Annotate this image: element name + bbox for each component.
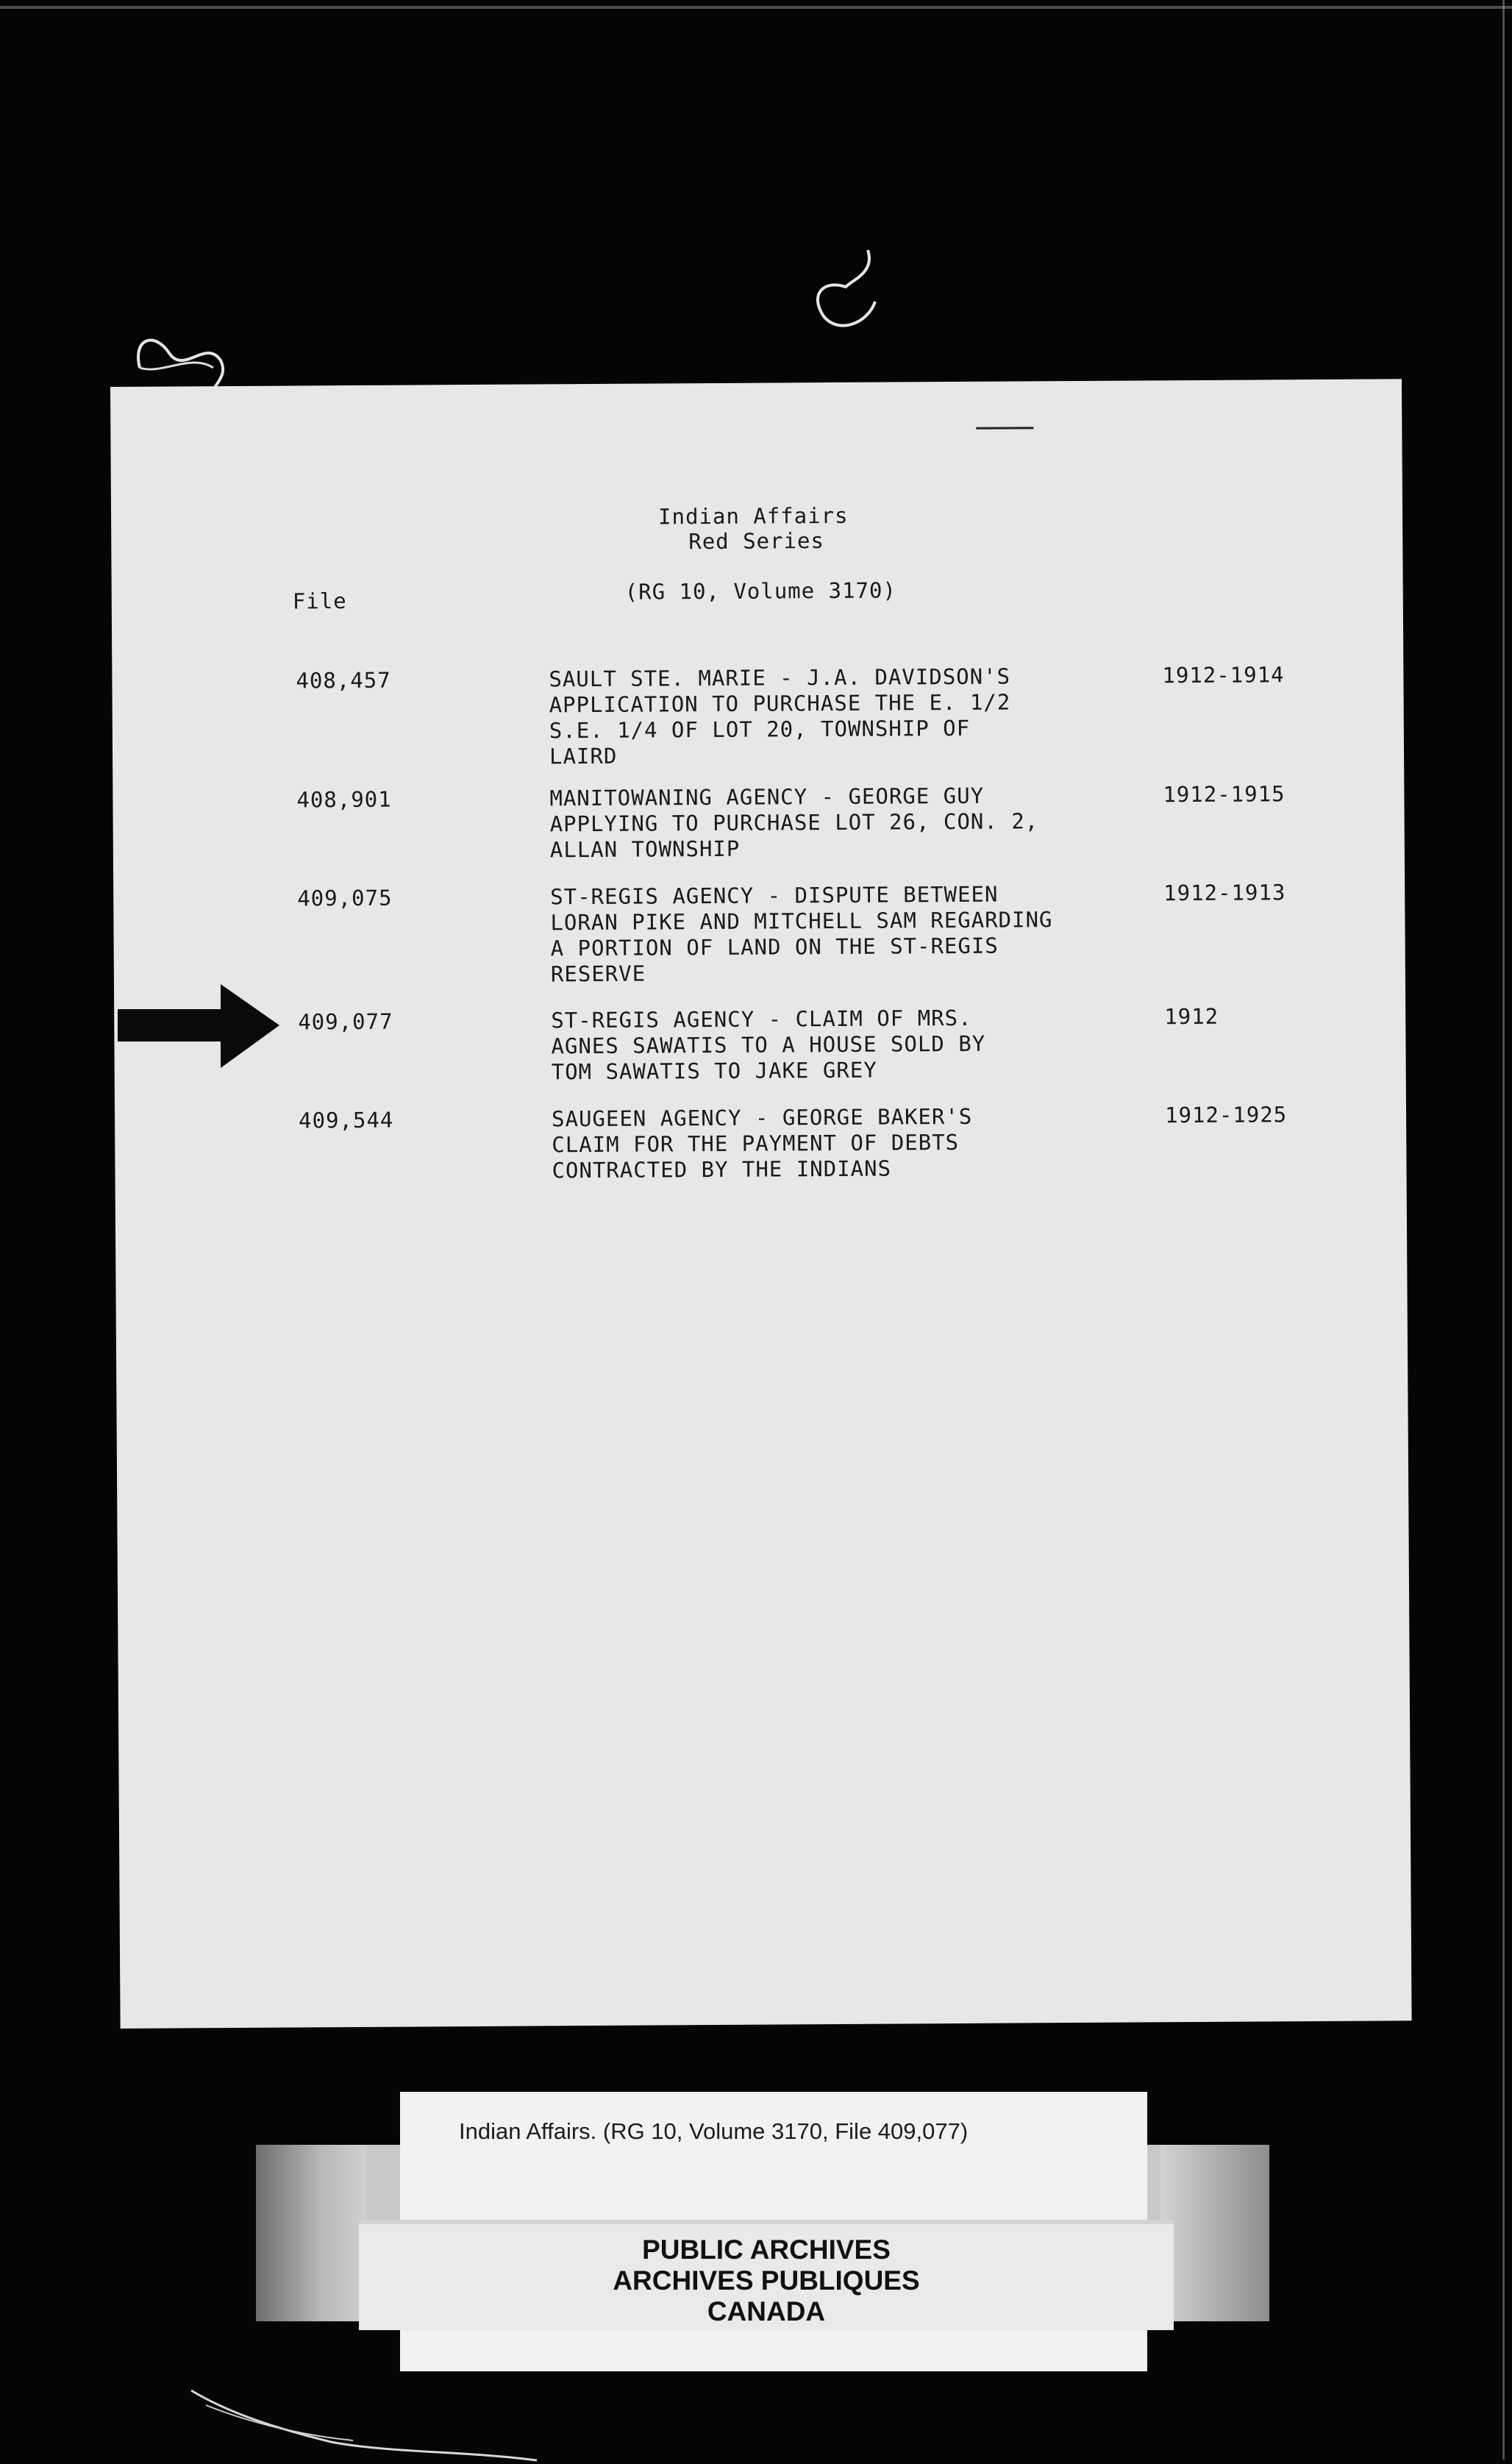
entry-dates: 1912-1914	[1162, 662, 1285, 688]
document-title: Indian Affairs	[657, 502, 849, 530]
entry-description: ST-REGIS AGENCY - DISPUTE BETWEEN LORAN PIKE AND MITCHELL SAM REGARDING A PORTION OF LAND ON THE ST-REGIS RESERVE	[550, 881, 1053, 987]
entry-dates: 1912	[1164, 1003, 1219, 1030]
entry-description: ST-REGIS AGENCY - CLAIM OF MRS. AGNES SAWATIS TO A HOUSE SOLD BY TOM SAWATIS TO JAKE GREY	[551, 1005, 986, 1085]
entry-description: SAULT STE. MARIE - J.A. DAVIDSON'S APPLICATION TO PURCHASE THE E. 1/2 S.E. 1/4 OF LOT 20, TOWNSHIP OF LAIRD	[549, 663, 1011, 769]
document-reference: (RG 10, Volume 3170)	[624, 577, 897, 605]
arrow-right-icon	[0, 983, 294, 1071]
file-column-label: File	[292, 588, 347, 614]
entry-description: MANITOWANING AGENCY - GEORGE GUY APPLYING TO PURCHASE LOT 26, CON. 2, ALLAN TOWNSHIP	[549, 783, 1039, 863]
entry-dates: 1912-1913	[1163, 880, 1286, 906]
entry-file-number: 408,457	[296, 667, 391, 694]
entry-row	[113, 780, 1404, 863]
entry-row	[115, 1101, 1406, 1183]
entry-file-number: 408,901	[296, 786, 392, 813]
frame-edge-right	[1502, 0, 1505, 2460]
entry-file-number: 409,077	[298, 1008, 393, 1035]
entry-dates: 1912-1915	[1163, 781, 1285, 808]
document-page	[110, 379, 1412, 2029]
entry-description: SAUGEEN AGENCY - GEORGE BAKER'S CLAIM FOR THE PAYMENT OF DEBTS CONTRACTED BY THE INDIANS	[551, 1103, 973, 1183]
entry-dates: 1912-1925	[1164, 1102, 1288, 1128]
fiber-top	[794, 243, 897, 338]
entry-file-number: 409,544	[298, 1107, 394, 1133]
fiber-bottom	[184, 2383, 552, 2464]
stamp-line-archives-publiques: ARCHIVES PUBLIQUES	[613, 2265, 920, 2296]
stamp-line-canada: CANADA	[707, 2296, 826, 2326]
archive-stamp	[359, 2224, 1174, 2330]
document-subtitle: Red Series	[688, 528, 825, 555]
entry-row	[112, 661, 1403, 769]
archive-label-edge-right	[1160, 2145, 1269, 2321]
frame-edge-top	[0, 6, 1512, 9]
archive-citation: Indian Affairs. (RG 10, Volume 3170, File 409,077)	[459, 2118, 969, 2144]
entry-row	[113, 879, 1405, 987]
entry-row-highlighted	[114, 1003, 1405, 1085]
stamp-line-public-archives: PUBLIC ARCHIVES	[642, 2235, 891, 2265]
entry-file-number: 409,075	[297, 885, 393, 911]
archive-label-edge-left	[256, 2145, 366, 2321]
top-dash-mark	[976, 427, 1033, 429]
